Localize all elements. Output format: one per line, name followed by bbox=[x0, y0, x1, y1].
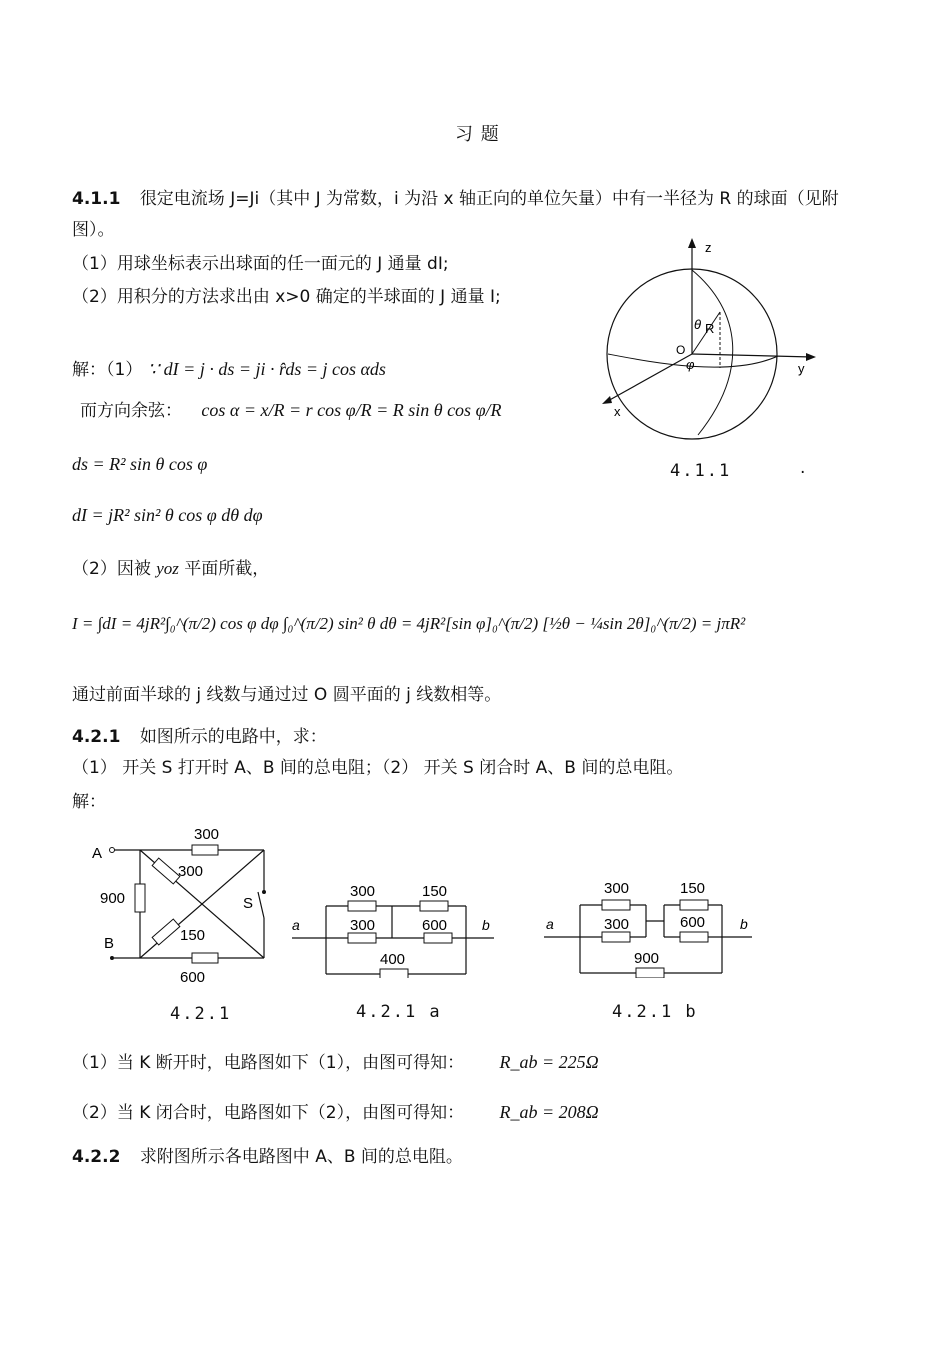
resistor-r5 bbox=[380, 969, 408, 978]
resistor-r5 bbox=[636, 968, 664, 978]
label-r5: 400 bbox=[380, 951, 406, 968]
switch-S: S bbox=[243, 895, 254, 912]
problem-number: 4.2.1 bbox=[72, 727, 121, 747]
origin-label: O bbox=[676, 343, 686, 357]
answer-1-text: （1）当 K 断开时，电路图如下（1），由图可得知： bbox=[72, 1053, 465, 1073]
page-title: 习 题 bbox=[455, 124, 500, 145]
equation-dI-final: dI = jR² sin² θ cos φ dθ dφ bbox=[72, 505, 263, 525]
equation-cos-alpha: cos α = x/R = r cos φ/R = R sin θ cos φ/R bbox=[201, 400, 502, 420]
figure-caption-421b: 4.2.1 b bbox=[612, 1002, 698, 1022]
label-diag2: 150 bbox=[180, 927, 206, 944]
conclusion: 通过前面半球的 j 线数与通过过 O 圆平面的 j 线数相等。 bbox=[72, 685, 502, 705]
problem-text: 很定电流场 J=Ji（其中 J 为常数，i 为沿 x 轴正向的单位矢量）中有一半径为 R 的球面（见附 bbox=[139, 189, 839, 209]
circuit-421 bbox=[88, 822, 278, 982]
answer-1-value: R_ab = 225Ω bbox=[499, 1052, 599, 1072]
problem-number: 4.2.2 bbox=[72, 1147, 121, 1167]
label-r2: 150 bbox=[680, 880, 706, 897]
resistor-r2 bbox=[420, 901, 448, 911]
part2-line bbox=[72, 554, 269, 579]
resistor-top bbox=[192, 845, 218, 855]
resistor-r4 bbox=[680, 932, 708, 942]
r-label: R bbox=[705, 321, 715, 336]
answer-2-text: （2）当 K 闭合时，电路图如下（2），由图可得知： bbox=[72, 1103, 465, 1123]
label-r4: 600 bbox=[422, 917, 448, 934]
problem-411-line2: 图）。 bbox=[72, 220, 115, 240]
stray-dot: . bbox=[800, 458, 806, 478]
resistor-r2 bbox=[680, 900, 708, 910]
circuit-421b bbox=[540, 873, 755, 978]
equation-I-integral: I = ∫dI = 4jR²∫₀^(π/2) cos φ dφ ∫₀^(π/2) sin² θ dθ = 4jR²[sin φ]₀^(π/2) [½θ − ¼sin 2θ]₀^(π/2) = jπR² bbox=[72, 614, 746, 633]
question-2: （2）用积分的方法求出由 x>0 确定的半球面的 J 通量 I; bbox=[72, 287, 501, 307]
node-A: A bbox=[92, 845, 103, 862]
node-b: b bbox=[482, 917, 490, 933]
resistor-r3 bbox=[348, 933, 376, 943]
resistor-r1 bbox=[602, 900, 630, 910]
answer-2 bbox=[72, 1098, 599, 1123]
problem-421-line1 bbox=[72, 722, 327, 747]
theta-label: θ bbox=[694, 317, 702, 332]
label-left: 900 bbox=[100, 890, 126, 907]
answer-2-value: R_ab = 208Ω bbox=[499, 1102, 599, 1122]
circuit-421a bbox=[288, 878, 498, 978]
label-r4: 600 bbox=[680, 914, 706, 931]
resistor-r4 bbox=[424, 933, 452, 943]
meridian bbox=[692, 270, 733, 435]
node-b: b bbox=[740, 916, 748, 932]
equation-ds: ds = R² sin θ cos φ bbox=[72, 454, 208, 474]
part2-plane: yoz bbox=[156, 559, 179, 578]
node-a: a bbox=[546, 916, 554, 932]
sphere-figure bbox=[580, 230, 840, 490]
z-arrow bbox=[688, 238, 696, 248]
figure-caption-411: 4.1.1 bbox=[670, 461, 732, 481]
y-axis bbox=[692, 354, 812, 357]
answer-1 bbox=[72, 1048, 599, 1073]
part2-suffix: 平面所截， bbox=[178, 559, 270, 579]
resistor-diag1 bbox=[152, 858, 180, 884]
label-bottom: 600 bbox=[180, 969, 206, 982]
direction-cosine-label: 而方向余弦： bbox=[80, 401, 182, 421]
problem-411-line1 bbox=[72, 184, 839, 209]
solution-line1 bbox=[72, 355, 386, 380]
solution-prefix: 解：（1） bbox=[72, 360, 143, 380]
figure-caption-421a: 4.2.1 a bbox=[356, 1002, 442, 1022]
problem-422 bbox=[72, 1142, 463, 1167]
problem-421-line2: （1） 开关 S 打开时 A、B 间的总电阻；（2） 开关 S 闭合时 A、B 间的总电阻。 bbox=[72, 758, 684, 778]
resistor-r3 bbox=[602, 932, 630, 942]
equation-dI: ∵ dI = j · ds = ji · r̂ds = j cos αds bbox=[147, 359, 386, 379]
phi-label: φ bbox=[686, 357, 695, 372]
problem-number: 4.1.1 bbox=[72, 189, 121, 209]
node-a: a bbox=[292, 917, 300, 933]
part2-prefix: （2）因被 bbox=[72, 559, 157, 579]
label-diag1: 300 bbox=[178, 863, 204, 880]
label-top: 300 bbox=[194, 826, 220, 843]
label-r1: 300 bbox=[350, 883, 376, 900]
resistor-diag2 bbox=[152, 919, 180, 945]
node-B: B bbox=[104, 935, 115, 952]
label-r2: 150 bbox=[422, 883, 448, 900]
figure-caption-421: 4.2.1 bbox=[170, 1004, 232, 1024]
x-label: x bbox=[614, 404, 621, 419]
label-r3: 300 bbox=[604, 916, 630, 933]
direction-cosine-line bbox=[80, 396, 502, 421]
z-label: z bbox=[705, 240, 712, 255]
label-r5: 900 bbox=[634, 950, 660, 967]
label-r3: 300 bbox=[350, 917, 376, 934]
x-arrow bbox=[602, 396, 612, 404]
y-label: y bbox=[798, 361, 805, 376]
label-r1: 300 bbox=[604, 880, 630, 897]
question-1: （1）用球坐标表示出球面的任一面元的 J 通量 dI; bbox=[72, 254, 449, 274]
resistor-bottom bbox=[192, 953, 218, 963]
problem-text: 如图所示的电路中，求： bbox=[139, 727, 327, 747]
y-arrow bbox=[806, 353, 816, 361]
problem-text: 求附图所示各电路图中 A、B 间的总电阻。 bbox=[139, 1147, 463, 1167]
solution-label: 解： bbox=[72, 792, 106, 812]
resistor-r1 bbox=[348, 901, 376, 911]
resistor-left bbox=[135, 884, 145, 912]
